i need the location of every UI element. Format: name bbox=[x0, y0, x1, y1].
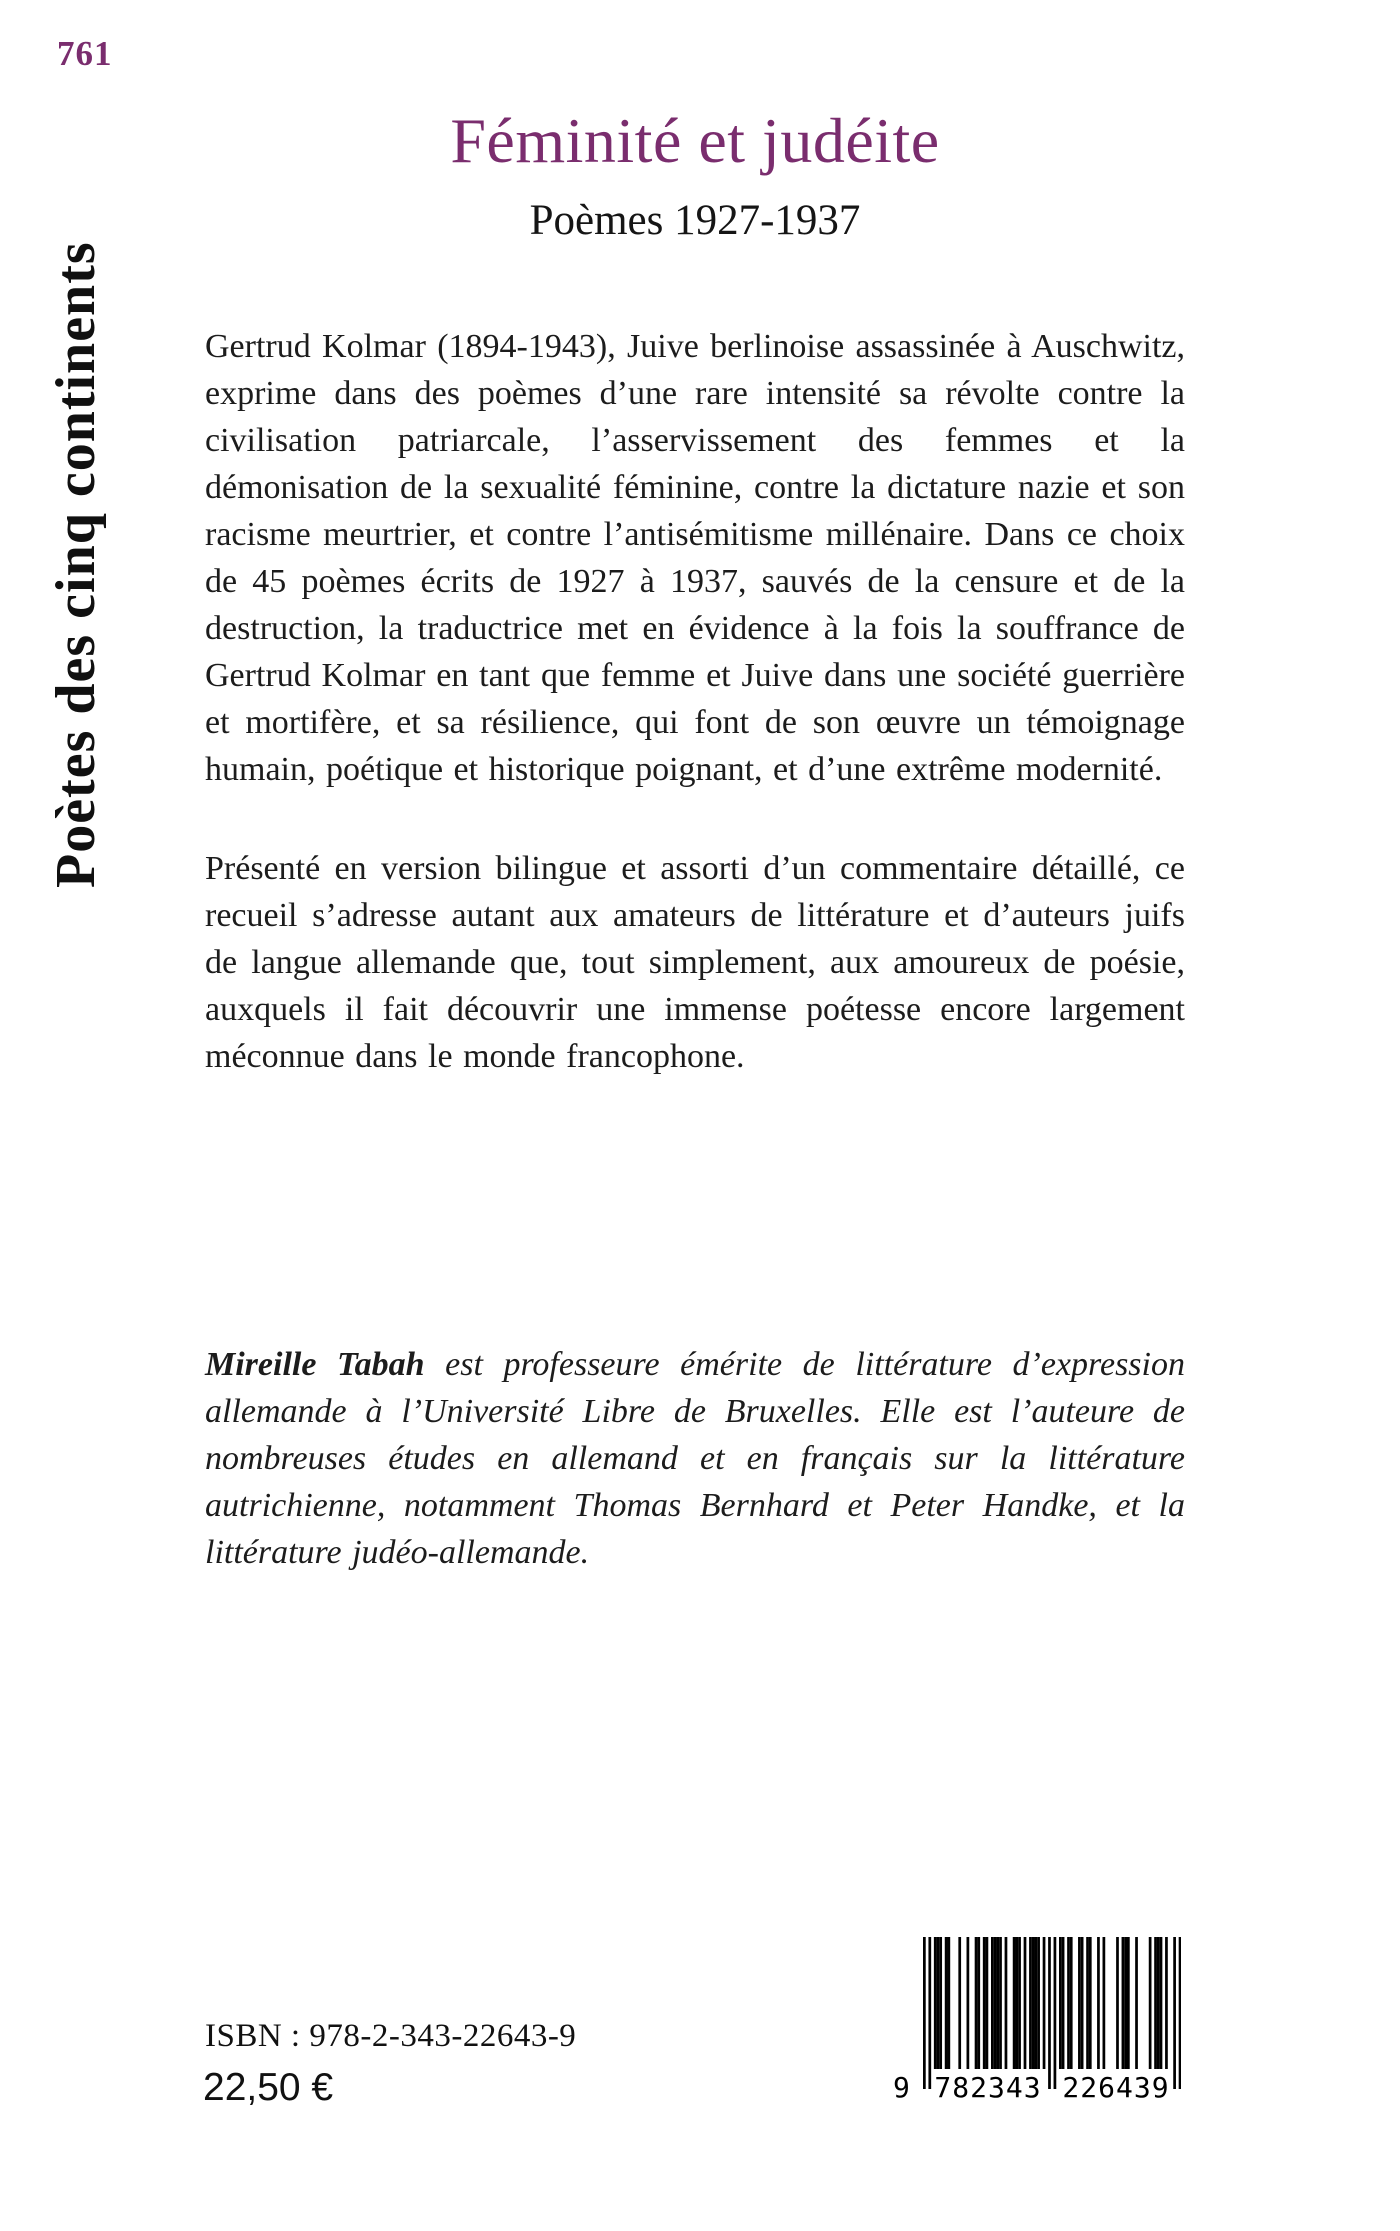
synopsis-paragraph-1: Gertrud Kolmar (1894-1943), Juive berlinoise assassinée à Auschwitz, exprime dans des poèmes d’une rare intensité sa révolte contre la civilisation patriarcale, l’asservissement des femmes et la démonisation de la sexualité féminine, contre la dictature nazie et son racisme meurtrier, et contre l’antisémitisme millénaire. Dans ce choix de 45 poèmes écrits de 1927 à 1937, sauvés de la censure et de la destruction, la traductrice met en évidence à la fois la souffrance de Gertrud Kolmar en tant que femme et Juive dans une société guerrière et mortifère, et sa résilience, qui font de son œuvre un témoignage humain, poétique et historique poignant, et d’une extrême modernité. bbox=[205, 328, 1185, 788]
barcode-digits-left-group: 782343 bbox=[934, 2071, 1042, 2104]
barcode bbox=[893, 1933, 1185, 2105]
price-text: 22,50 € bbox=[203, 2066, 334, 2109]
author-name: Mireille Tabah bbox=[205, 1346, 425, 1383]
barcode-bars bbox=[923, 1937, 1181, 2089]
author-bio bbox=[205, 1341, 1185, 1576]
book-subtitle: Poèmes 1927-1937 bbox=[529, 197, 861, 244]
synopsis-paragraph-2: Présenté en version bilingue et assorti d’un commentaire détaillé, ce recueil s’adresse autant aux amateurs de littérature et d’auteurs juifs de langue allemande que, tout simplement, aux amoureux de poésie, auxquels il fait découvrir une immense poétesse encore largement méconnue dans le monde francophone. bbox=[205, 850, 1185, 1075]
synopsis bbox=[205, 323, 1185, 1080]
author-bio-text: est professeure émérite de littérature d’expression allemande à l’Université Libre de Bruxelles. Elle est l’auteure de nombreuses études en allemand et en français sur la littérature autrichienne, notamment Thomas Bernhard et Peter Handke, et la littérature judéo-allemande. bbox=[205, 1346, 1185, 1571]
barcode-digit-first: 9 bbox=[893, 2071, 911, 2104]
isbn-text: ISBN : 978-2-343-22643-9 bbox=[205, 2018, 577, 2054]
book-title: Féminité et judéite bbox=[450, 105, 940, 176]
collection-number: 761 bbox=[57, 34, 113, 73]
series-title-vertical: Poètes des cinq continents bbox=[45, 241, 107, 888]
barcode-digits-right-group: 226439 bbox=[1062, 2071, 1170, 2104]
